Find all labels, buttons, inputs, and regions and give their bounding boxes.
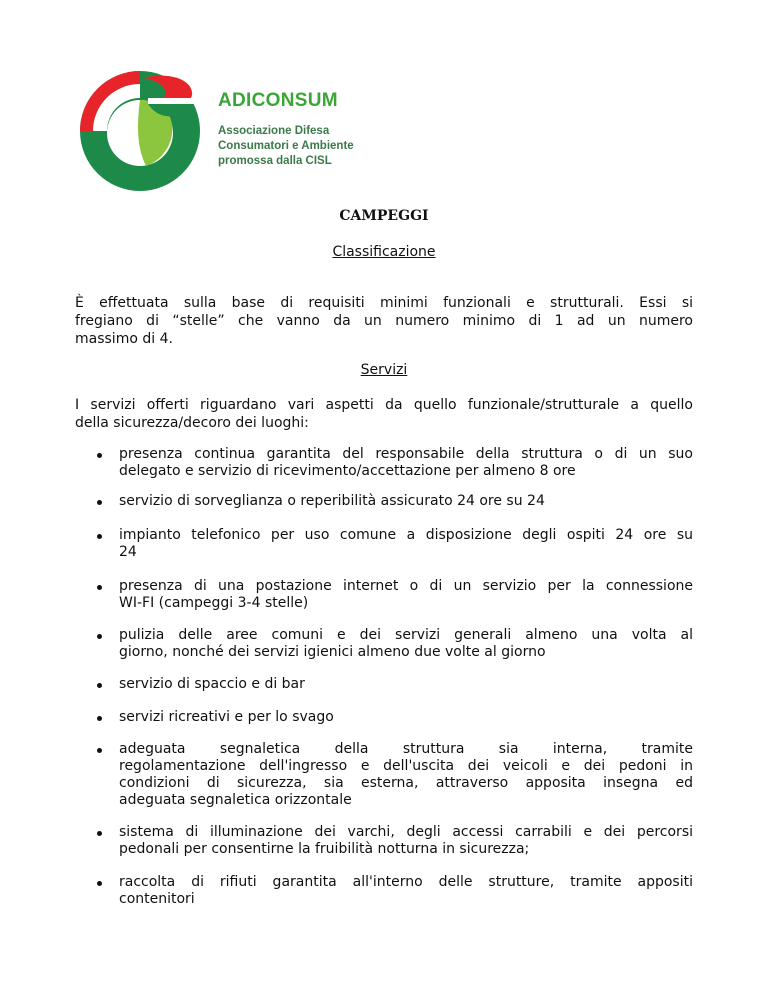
list-item-line: regolamentazione dell'ingresso e dell'uscita dei veicoli e dei pedoni in (119, 758, 693, 774)
list-item-line: presenza di una postazione internet o di un servizio per la connessione (119, 578, 693, 594)
classificazione-paragraph (75, 294, 693, 348)
list-item-line: sistema di illuminazione dei varchi, degli accessi carrabili e dei percorsi (119, 824, 693, 840)
list-item-line: servizio di spaccio e di bar (119, 676, 305, 692)
bullet-icon (97, 881, 102, 886)
bullet-icon (97, 500, 102, 505)
tagline-line: Consumatori e Ambiente (218, 140, 354, 152)
paragraph-line: È effettuata sulla base di requisiti minimi funzionali e strutturali. Essi si (75, 295, 693, 311)
list-item-line: 24 (119, 544, 137, 560)
section-heading-classificazione: Classificazione (332, 244, 436, 260)
bullet-icon (97, 585, 102, 590)
adiconsum-logo-icon (74, 70, 210, 192)
list-item-line: pulizia delle aree comuni e dei servizi generali almeno una volta al (119, 627, 693, 643)
document-title: CAMPEGGI (339, 208, 429, 224)
tagline-line: promossa dalla CISL (218, 155, 332, 167)
paragraph-line: fregiano di “stelle” che vanno da un numero minimo di 1 ad un numero (75, 313, 693, 329)
paragraph-line: I servizi offerti riguardano vari aspetti da quello funzionale/strutturale a quello (75, 397, 693, 413)
tagline-line: Associazione Difesa (218, 125, 330, 137)
list-item-line: adeguata segnaletica della struttura sia interna, tramite (119, 741, 693, 757)
brand-name: ADICONSUM (218, 90, 338, 111)
bullet-icon (97, 831, 102, 836)
paragraph-line: della sicurezza/decoro dei luoghi: (75, 415, 309, 431)
list-item-line: presenza continua garantita del responsabile della struttura o di un suo (119, 446, 693, 462)
bullet-icon (97, 748, 102, 753)
list-item-line: contenitori (119, 891, 195, 907)
list-item-line: condizioni di sicurezza, sia esterna, attraverso apposita insegna ed (119, 775, 693, 791)
list-item-line: WI-FI (campeggi 3-4 stelle) (119, 595, 309, 611)
list-item-line: delegato e servizio di ricevimento/accettazione per almeno 8 ore (119, 463, 576, 479)
list-item-line: servizi ricreativi e per lo svago (119, 709, 334, 725)
servizi-intro (75, 396, 693, 432)
section-heading-servizi: Servizi (360, 362, 408, 378)
list-item-line: servizio di sorveglianza o reperibilità assicurato 24 ore su 24 (119, 493, 545, 509)
bullet-icon (97, 453, 102, 458)
paragraph-line: massimo di 4. (75, 331, 173, 347)
list-item-line: pedonali per consentirne la fruibilità notturna in sicurezza; (119, 841, 530, 857)
brand-tagline (218, 124, 354, 169)
list-item-line: giorno, nonché dei servizi igienici almeno due volte al giorno (119, 644, 546, 660)
list-item-line: impianto telefonico per uso comune a disposizione degli ospiti 24 ore su (119, 527, 693, 543)
bullet-icon (97, 683, 102, 688)
bullet-icon (97, 634, 102, 639)
bullet-icon (97, 534, 102, 539)
list-item-line: raccolta di rifiuti garantita all'interno delle strutture, tramite appositi (119, 874, 693, 890)
bullet-icon (97, 716, 102, 721)
list-item-line: adeguata segnaletica orizzontale (119, 792, 352, 808)
